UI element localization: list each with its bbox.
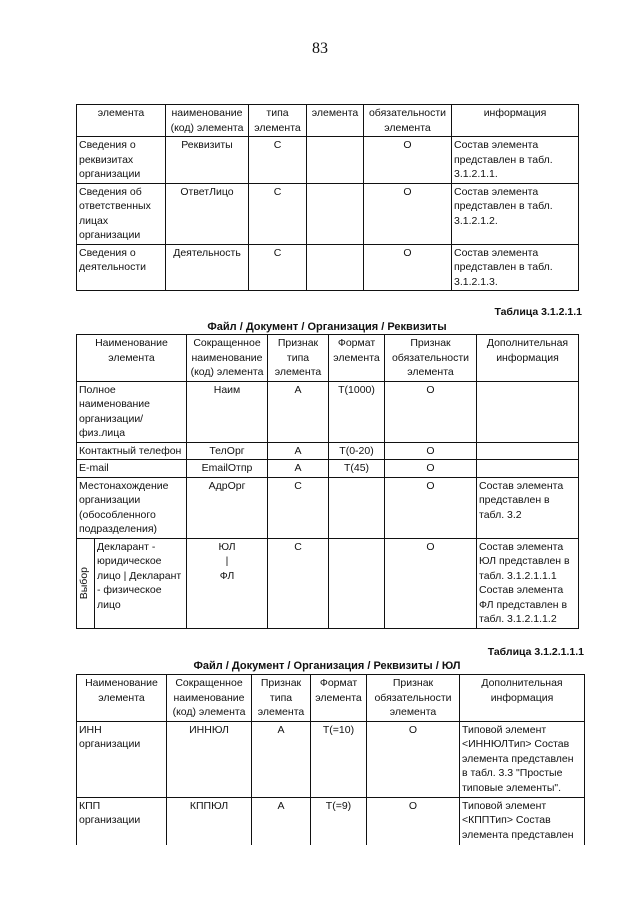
table-cell: Сведения о деятельности: [77, 244, 166, 291]
table-cell: О: [385, 442, 477, 460]
table-header-row: [77, 675, 585, 722]
table-row: [77, 381, 579, 442]
table-cell: [477, 442, 579, 460]
table-cell: Наим: [187, 381, 268, 442]
table-cell: С: [249, 183, 307, 244]
table-cell: О: [364, 183, 452, 244]
header-cell: обязательности элемента: [364, 105, 452, 137]
table-cell: [329, 538, 385, 628]
header-cell: Сокращенное наименование (код) элемента: [167, 675, 252, 722]
table-header-row: [77, 105, 579, 137]
table-cell: С: [249, 137, 307, 184]
header-cell: Формат элемента: [329, 335, 385, 382]
header-cell: Дополнительная информация: [477, 335, 579, 382]
choice-label: Выбор: [78, 566, 90, 600]
header-cell: типа элемента: [249, 105, 307, 137]
choice-label-cell: [77, 538, 95, 628]
table-cell: О: [385, 477, 477, 538]
table-label: Таблица 3.1.2.1.1: [494, 306, 582, 318]
table-row: [77, 797, 585, 845]
table-cell: EmailОтпр: [187, 460, 268, 478]
table-row: [77, 244, 579, 291]
table-cell: Типовой элемент <ИННЮЛТип> Состав элемента представлен в табл. 3.3 "Простые типовые элементы".: [460, 721, 585, 797]
table-cell: О: [385, 381, 477, 442]
header-cell: Наименование элемента: [77, 335, 187, 382]
table-cell: E-mail: [77, 460, 187, 478]
table-cell: Полное наименование организации/ физ.лица: [77, 381, 187, 442]
table-cell: Реквизиты: [166, 137, 249, 184]
table-requisites: [76, 334, 579, 629]
table-cell: T(1000): [329, 381, 385, 442]
table-cell: [307, 137, 364, 184]
table-cell: Состав элемента представлен в табл. 3.2: [477, 477, 579, 538]
table-header-row: [77, 335, 579, 382]
header-cell: Дополнительная информация: [460, 675, 585, 722]
table-cell: С: [249, 244, 307, 291]
table-cell: А: [268, 460, 329, 478]
table-cell: Местонахождение организации (обособленного подразделения): [77, 477, 187, 538]
choice-code-1: ЮЛ: [218, 540, 236, 553]
header-cell: Наименование элемента: [77, 675, 167, 722]
table-cell: Состав элемента представлен в табл. 3.1.2.1.1.: [452, 137, 579, 184]
table-cell: О: [385, 460, 477, 478]
table-cell: АдрОрг: [187, 477, 268, 538]
table-cell: Деятельность: [166, 244, 249, 291]
table-cell: КППЮЛ: [167, 797, 252, 845]
table-cell: С: [268, 477, 329, 538]
table-cell: [307, 183, 364, 244]
table-cell: С: [268, 538, 329, 628]
header-cell: Формат элемента: [311, 675, 367, 722]
table-row: [77, 721, 585, 797]
table-row: [77, 183, 579, 244]
table-cell: Типовой элемент <КППТип> Состав элемента представлен: [460, 797, 585, 845]
table-cell: [187, 538, 268, 628]
choice-code-2: ФЛ: [219, 569, 235, 582]
table-row-choice: [77, 538, 579, 628]
table-cell: О: [367, 721, 460, 797]
table-cell: T(45): [329, 460, 385, 478]
table-cell: [477, 460, 579, 478]
table-cell: ИННЮЛ: [167, 721, 252, 797]
table-cell: ОтветЛицо: [166, 183, 249, 244]
table-cell: О: [367, 797, 460, 845]
table-cell: T(=10): [311, 721, 367, 797]
header-cell: элемента: [77, 105, 166, 137]
header-cell: Сокращенное наименование (код) элемента: [187, 335, 268, 382]
table-cell: [329, 477, 385, 538]
table-row: [77, 460, 579, 478]
table-legal-entity: [76, 674, 585, 845]
table-cell: КПП организации: [77, 797, 167, 845]
header-cell: Признак типа элемента: [268, 335, 329, 382]
table-cell: О: [364, 244, 452, 291]
table-cell: Декларант - юридическое лицо | Декларант - физическое лицо: [95, 538, 187, 628]
header-cell: Признак типа элемента: [252, 675, 311, 722]
table-row: [77, 477, 579, 538]
table-cell: Сведения о реквизитах организации: [77, 137, 166, 184]
header-cell: Признак обязательности элемента: [385, 335, 477, 382]
header-cell: информация: [452, 105, 579, 137]
table-label: Таблица 3.1.2.1.1.1: [487, 646, 584, 658]
table-continuation: [76, 104, 579, 291]
table-cell: О: [364, 137, 452, 184]
header-cell: наименование (код) элемента: [166, 105, 249, 137]
table-cell: О: [385, 538, 477, 628]
table-cell: А: [252, 797, 311, 845]
table-row: [77, 137, 579, 184]
page-number: 83: [312, 40, 328, 57]
choice-code-separator: |: [225, 555, 229, 567]
table-cell: Состав элемента представлен в табл. 3.1.2.1.3.: [452, 244, 579, 291]
header-cell: Признак обязательности элемента: [367, 675, 460, 722]
table-cell: ТелОрг: [187, 442, 268, 460]
table-cell: А: [268, 381, 329, 442]
table-cell: А: [252, 721, 311, 797]
table-cell: Сведения об ответственных лицах организации: [77, 183, 166, 244]
table-cell: Контактный телефон: [77, 442, 187, 460]
table-cell: T(0-20): [329, 442, 385, 460]
table-cell: ИНН организации: [77, 721, 167, 797]
header-cell: элемента: [307, 105, 364, 137]
table-row: [77, 442, 579, 460]
table-cell: Состав элемента ЮЛ представлен в табл. 3.1.2.1.1.1 Состав элемента ФЛ представлен в табл. 3.1.2.1.1.2: [477, 538, 579, 628]
table-cell: Состав элемента представлен в табл. 3.1.2.1.2.: [452, 183, 579, 244]
table-cell: [307, 244, 364, 291]
table-cell: [477, 381, 579, 442]
table-cell: T(=9): [311, 797, 367, 845]
table-cell: А: [268, 442, 329, 460]
table-title: Файл / Документ / Организация / Реквизиты: [207, 321, 447, 333]
table-title: Файл / Документ / Организация / Реквизиты / ЮЛ: [193, 660, 461, 672]
